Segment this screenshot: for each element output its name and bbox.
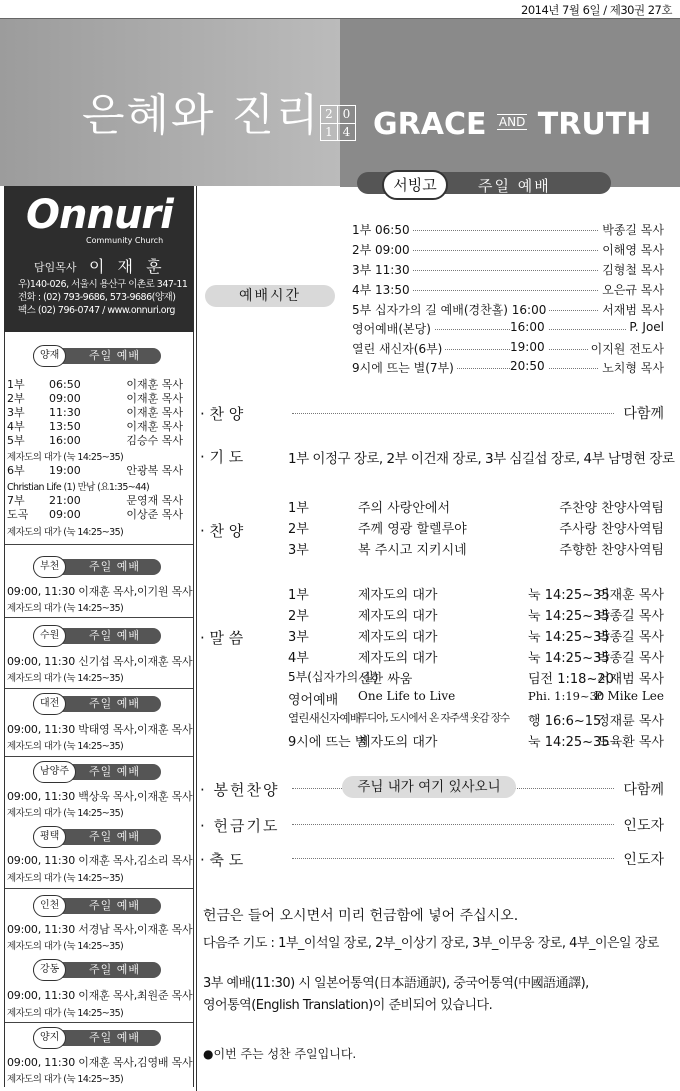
table-row: 영어예배(본당) 16:00 P. Joel bbox=[352, 320, 664, 336]
table-row: 3부 제자도의 대가 눅 14:25~35 박종길 목사 bbox=[288, 630, 664, 645]
church-logo: Onnuri bbox=[26, 192, 173, 238]
sermon-note: 제자도의 대가 (눅 14:25~35) bbox=[7, 873, 124, 884]
sermon-note: Christian Life (1) 만남 (요1:35~44) bbox=[7, 482, 150, 493]
campus-chip-gangdong: 강동 주일 예배 bbox=[33, 962, 161, 978]
campus-service-line: 09:00, 11:30 신기섭 목사,이재훈 목사 bbox=[7, 655, 193, 668]
campus-service-line: 09:00, 11:30 이재훈 목사,김영배 목사 bbox=[7, 1056, 193, 1069]
campus-chip-pyeongtaek: 평택 주일 예배 bbox=[33, 829, 161, 845]
title-english: GRACE $^{AND}$ TRUTH bbox=[373, 107, 652, 142]
campus-service-line: 09:00, 11:30 이재훈 목사,김소리 목사 bbox=[7, 854, 193, 867]
offering-prayer-leader: 인도자 bbox=[623, 818, 664, 834]
campus-chip-incheon: 인천 주일 예배 bbox=[33, 898, 161, 914]
list-item: 5부 16:00 김승수 목사 bbox=[7, 434, 183, 447]
campus-chip-bucheon: 부천 주일 예배 bbox=[33, 559, 161, 575]
divider bbox=[5, 544, 193, 545]
list-item: 2부 09:00 이재훈 목사 bbox=[7, 392, 183, 405]
pastor-name: 이 재 훈 bbox=[89, 257, 166, 276]
table-row: 1부 06:50 박종길 목사 bbox=[352, 223, 664, 237]
year-emblem: 2 0 1 4 bbox=[320, 105, 356, 141]
table-row: 5부 십자가의 길 예배(경찬홀) 16:00 서재범 목사 bbox=[352, 303, 664, 317]
table-row: 열린 새신자(6부) 19:00 이지원 전도사 bbox=[352, 340, 664, 356]
divider bbox=[5, 756, 193, 757]
order-praise-leader: 다함께 bbox=[623, 406, 664, 422]
order-offering-prayer-label: · 헌금기도 bbox=[200, 817, 280, 835]
order-sermon-label: · 말 씀 bbox=[200, 629, 244, 647]
table-row: 2부 제자도의 대가 눅 14:25~35 박종길 목사 bbox=[288, 609, 664, 624]
announcement-offering: 헌금은 들어 오시면서 미리 헌금함에 넣어 주십시오. bbox=[203, 908, 519, 924]
benediction-leader: 인도자 bbox=[623, 852, 664, 868]
seobinggo-location-label: 서빙고 bbox=[382, 170, 448, 200]
sermon-note: 제자도의 대가 (눅 14:25~35) bbox=[7, 603, 124, 614]
church-info-box bbox=[4, 186, 194, 332]
list-item: 4부 13:50 이재훈 목사 bbox=[7, 420, 183, 433]
sermon-note: 제자도의 대가 (눅 14:25~35) bbox=[7, 741, 124, 752]
masthead-banner bbox=[0, 18, 680, 186]
table-row: 4부 제자도의 대가 눅 14:25~35 박종길 목사 bbox=[288, 651, 664, 666]
title-korean: 은혜와 진리 bbox=[82, 90, 321, 141]
order-prayer-text: 1부 이정구 장로, 2부 이건재 장로, 3부 심길섭 장로, 4부 남명현 장로 bbox=[288, 451, 675, 467]
church-logo-sub: Community Church bbox=[86, 236, 164, 245]
list-item: 7부 21:00 문영재 목사 bbox=[7, 494, 183, 507]
offering-hymn-leader: 다함께 bbox=[623, 782, 664, 798]
campus-service-line: 09:00, 11:30 서경남 목사,이재훈 목사 bbox=[7, 923, 193, 936]
announcement-next-prayer: 다음주 기도 : 1부_이석일 장로, 2부_이상기 장로, 3부_이무웅 장로, 4부_이은일 장로 bbox=[203, 936, 659, 951]
campus-chip-namyangju: 남양주 주일 예배 bbox=[33, 764, 161, 780]
column-divider bbox=[196, 186, 197, 1091]
campus-service-line: 09:00, 11:30 백상욱 목사,이재훈 목사 bbox=[7, 790, 193, 803]
issue-date: 2014년 7월 6일 / 제30권 27호 bbox=[521, 3, 672, 17]
campus-chip-suwon: 수원 주일 예배 bbox=[33, 628, 161, 644]
table-row: 1부 주의 사랑안에서 주찬양 찬양사역팀 bbox=[288, 501, 664, 516]
order-offering-hymn-label: · 봉헌찬양 bbox=[200, 781, 280, 799]
sermon-note: 제자도의 대가 (눅 14:25~35) bbox=[7, 941, 124, 952]
divider bbox=[5, 1022, 193, 1023]
table-row: 5부(십자가의 길) 선한 싸움 딤전 1:18~20 서재범 목사 bbox=[288, 670, 664, 687]
table-row: 영어예배 One Life to Live Phi. 1:19~30 P. Mike Lee bbox=[288, 689, 664, 708]
sermon-note: 제자도의 대가 (눅 14:25~35) bbox=[7, 673, 124, 684]
table-row: 2부 09:00 이해영 목사 bbox=[352, 243, 664, 257]
sermon-note: 제자도의 대가 (눅 14:25~35) bbox=[7, 1008, 124, 1019]
order-praise2-label: · 찬 양 bbox=[200, 522, 244, 540]
campus-chip-yangji: 양지 주일 예배 bbox=[33, 1030, 161, 1046]
sermon-note: 제자도의 대가 (눅 14:25~35) bbox=[7, 808, 124, 819]
announcement-communion: ●이번 주는 성찬 주일입니다. bbox=[203, 1047, 357, 1061]
church-address: 우)140-026, 서울시 용산구 이촌로 347-11 전화 : (02) 793-9686, 573-9686(양재) 팩스 (02) 796-0747 / www.onnuri.org bbox=[18, 279, 188, 316]
table-row: 9시에 뜨는 별 제자도의 대가 눅 14:25~35 도육환 목사 bbox=[288, 735, 664, 750]
pastor-label: 담임목사 bbox=[34, 261, 77, 274]
offering-hymn-title: 주님 내가 여기 있사오니 bbox=[342, 776, 516, 798]
divider bbox=[5, 888, 193, 889]
order-praise-label: · 찬 양 bbox=[200, 405, 244, 423]
divider bbox=[5, 617, 193, 618]
table-row: 2부 주께 영광 할렐루야 주사랑 찬양사역팀 bbox=[288, 522, 664, 537]
table-row: 열린새신자예배 루디아, 도시에서 온 자주색 옷감 장수 행 16:6~15 정재륜 목사 bbox=[288, 711, 664, 729]
table-row: 9시에 뜨는 별(7부) 20:50 노치형 목사 bbox=[352, 359, 664, 375]
campus-chip-yangjae: 양재 주일 예배 bbox=[33, 348, 161, 364]
sermon-note: 제자도의 대가 (눅 14:25~35) bbox=[7, 452, 124, 463]
sermon-note: 제자도의 대가 (눅 14:25~35) bbox=[7, 527, 124, 538]
campus-schedule-column bbox=[4, 332, 194, 1087]
order-prayer-label: · 기 도 bbox=[200, 448, 244, 466]
list-item: 도곡 09:00 이상준 목사 bbox=[7, 508, 183, 521]
table-row: 3부 복 주시고 지키시네 주향한 찬양사역팀 bbox=[288, 543, 664, 558]
table-row: 3부 11:30 김형철 목사 bbox=[352, 263, 664, 277]
divider bbox=[5, 688, 193, 689]
campus-chip-daejeon: 대전 주일 예배 bbox=[33, 696, 161, 712]
seobinggo-service-title: 주일 예배 bbox=[478, 177, 551, 195]
list-item: 1부 06:50 이재훈 목사 bbox=[7, 378, 183, 391]
list-item: 3부 11:30 이재훈 목사 bbox=[7, 406, 183, 419]
order-benediction-label: · 축 도 bbox=[200, 851, 244, 869]
campus-service-line: 09:00, 11:30 박태영 목사,이재훈 목사 bbox=[7, 723, 193, 736]
table-row: 1부 제자도의 대가 눅 14:25~35 이재훈 목사 bbox=[288, 588, 664, 603]
sermon-note: 제자도의 대가 (눅 14:25~35) bbox=[7, 1074, 124, 1085]
campus-service-line: 09:00, 11:30 이재훈 목사,최원준 목사 bbox=[7, 989, 193, 1002]
table-row: 4부 13:50 오은규 목사 bbox=[352, 283, 664, 297]
announcement-translation: 3부 예배(11:30) 시 일본어통역(日本語通訳), 중국어통역(中國語通譯), 영어통역(English Translation)이 준비되어 있습니다. bbox=[203, 976, 589, 1013]
worship-times-label: 예배시간 bbox=[205, 285, 335, 307]
campus-service-line: 09:00, 11:30 이재훈 목사,이기원 목사 bbox=[7, 585, 193, 598]
list-item: 6부 19:00 안광복 목사 bbox=[7, 464, 183, 477]
